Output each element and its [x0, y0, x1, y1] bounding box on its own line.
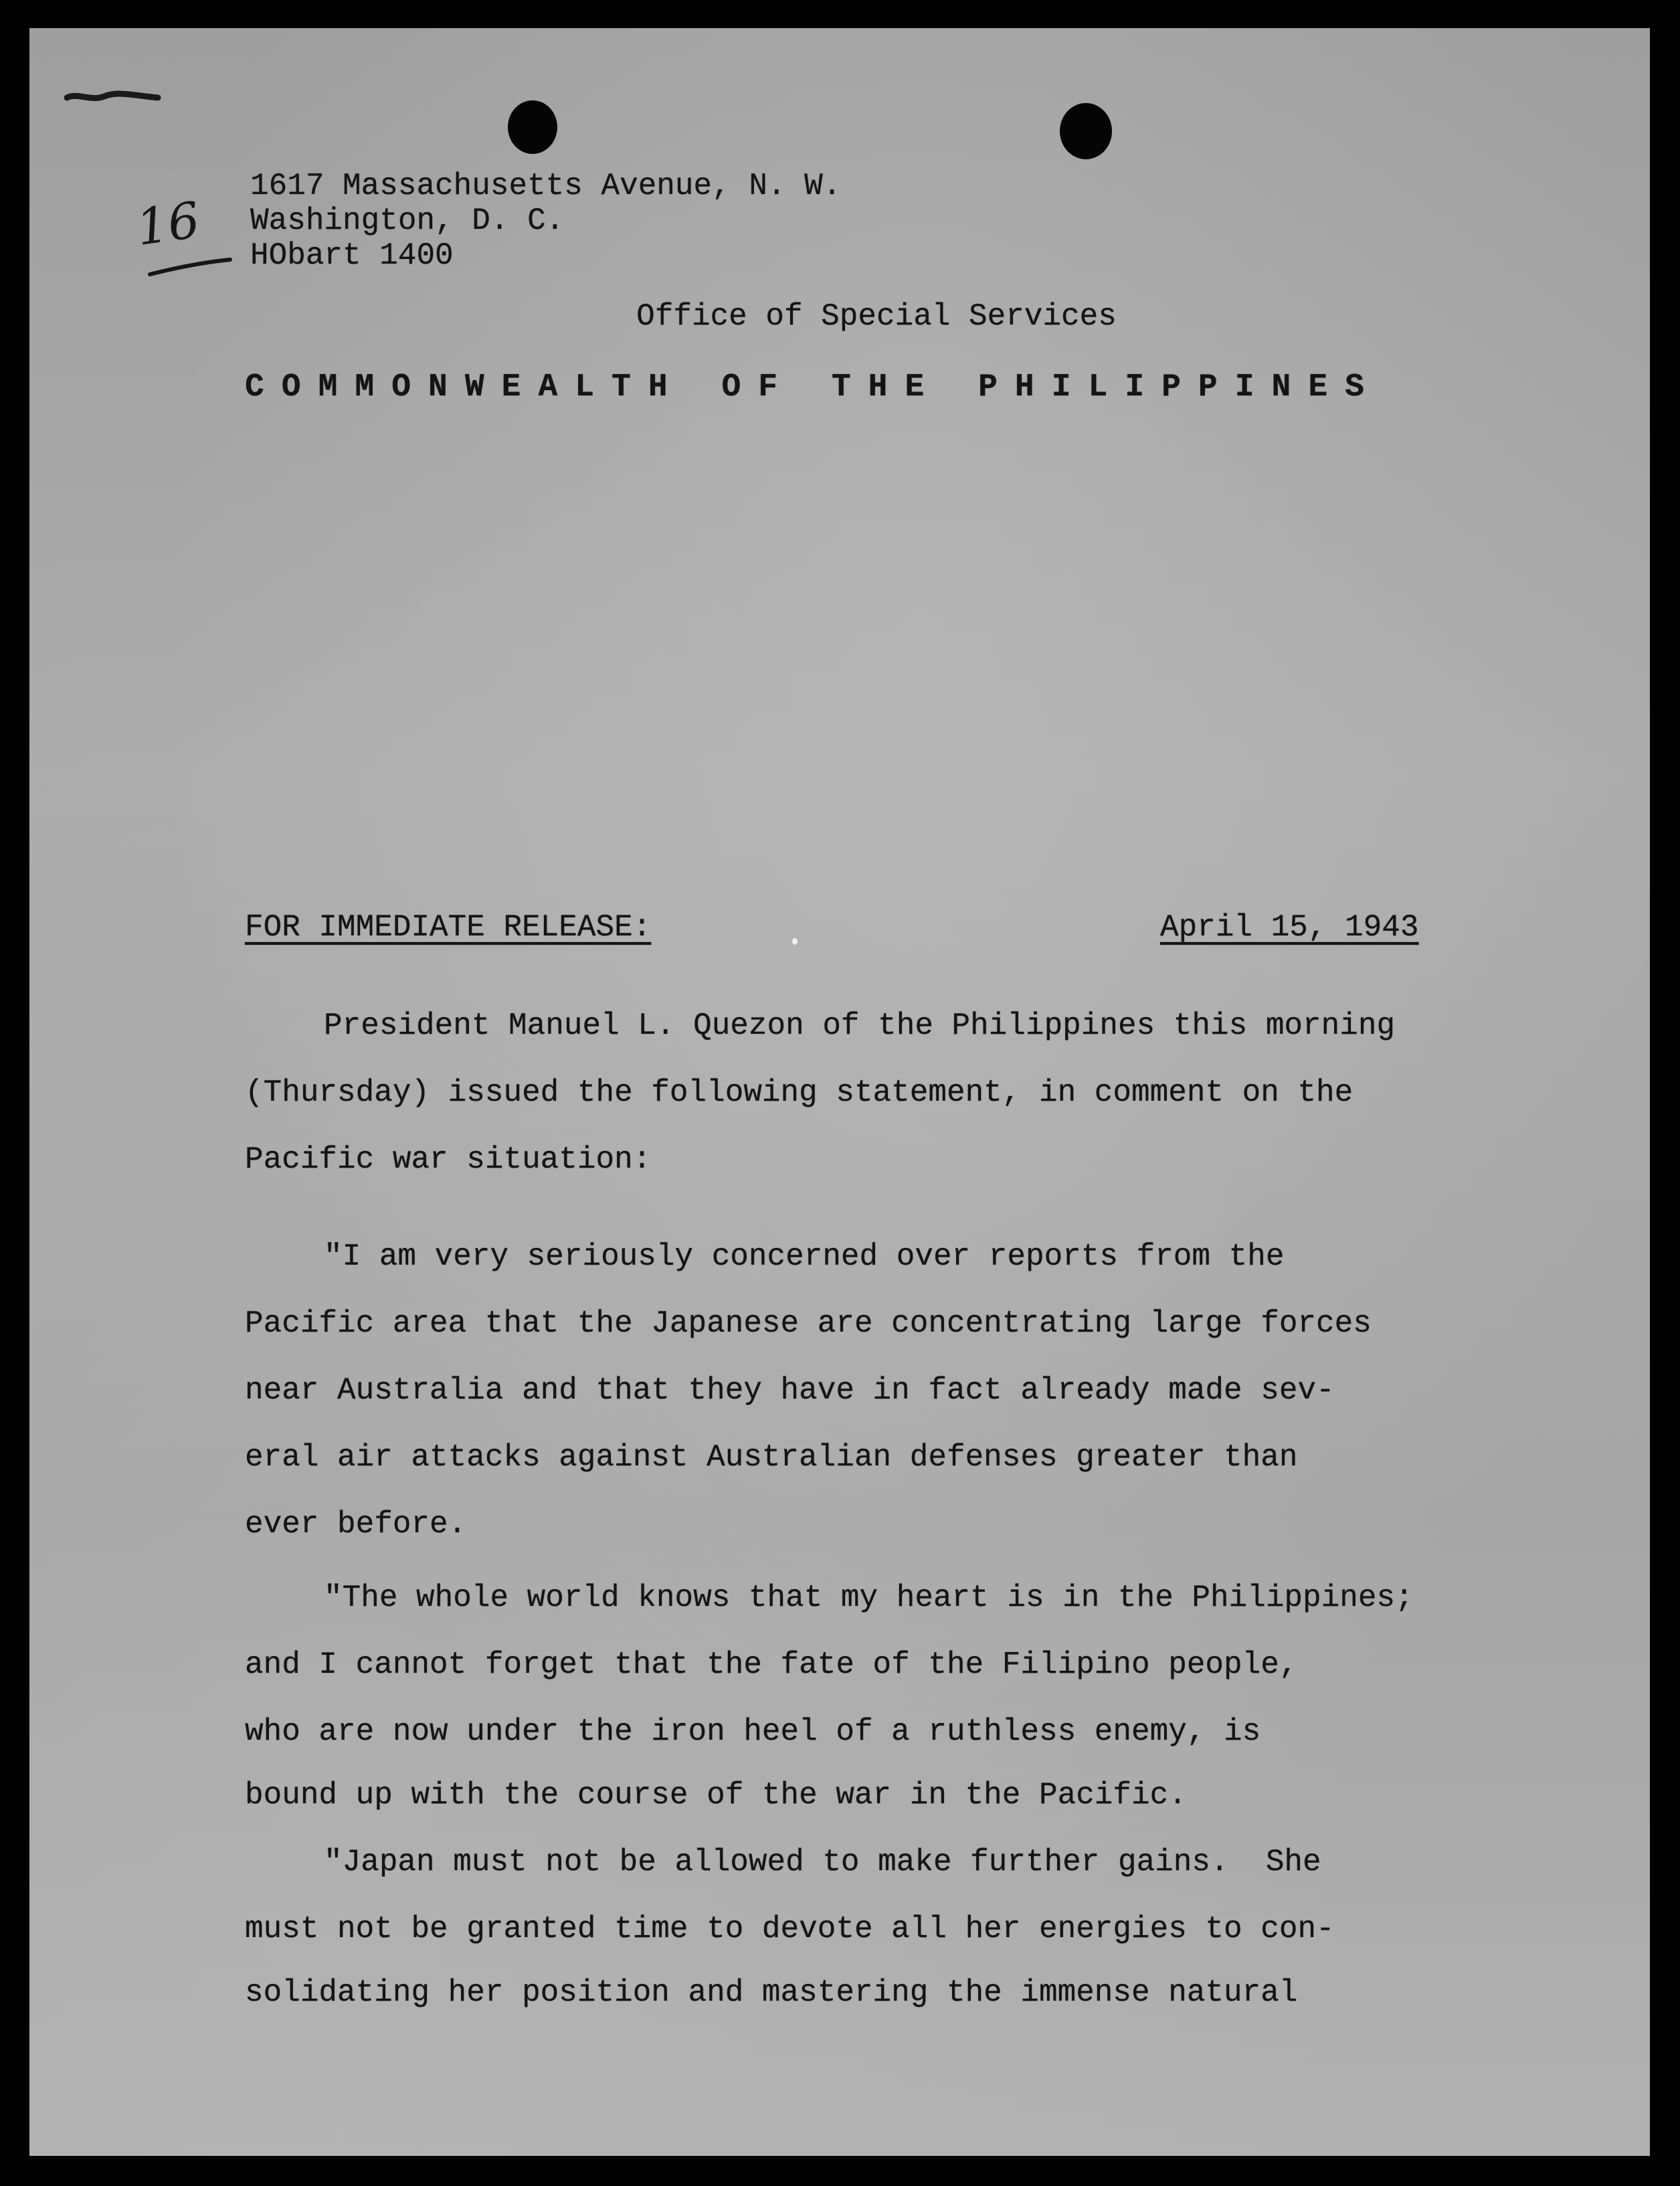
handwritten-number [132, 191, 237, 296]
punch-hole-right [1060, 103, 1112, 159]
document-page [29, 28, 1650, 2156]
address-line-2: Washington, D. C. [250, 203, 565, 238]
paragraph-3-line-4: bound up with the course of the war in the Pacific. [245, 1778, 1187, 1813]
address-line-3: HObart 1400 [250, 238, 454, 273]
paragraph-3-line-1: "The whole world knows that my heart is in the Philippines; [324, 1580, 1414, 1615]
paragraph-3-line-3: who are now under the iron heel of a ruthless enemy, is [245, 1714, 1261, 1749]
paragraph-2-line-4: eral air attacks against Australian defenses greater than [245, 1440, 1298, 1475]
paragraph-2-line-3: near Australia and that they have in fact already made sev- [245, 1373, 1335, 1408]
handwritten-underline [136, 195, 237, 296]
paragraph-3-line-2: and I cannot forget that the fate of the Filipino people, [245, 1647, 1298, 1682]
release-date: April 15, 1943 [1160, 910, 1419, 945]
address-line-1: 1617 Massachusetts Avenue, N. W. [250, 169, 842, 203]
paragraph-1-line-3: Pacific war situation: [245, 1142, 652, 1177]
margin-ink-mark [64, 88, 165, 107]
paragraph-2-line-2: Pacific area that the Japanese are concentrating large forces [245, 1306, 1372, 1341]
paragraph-2-line-5: ever before. [245, 1507, 467, 1542]
organization-heading: COMMONWEALTH OF THE PHILIPPINES [245, 369, 1382, 405]
paragraph-2-line-1: "I am very seriously concerned over reports from the [324, 1239, 1285, 1274]
paragraph-1-line-1: President Manuel L. Quezon of the Philippines this morning [324, 1008, 1396, 1043]
handwritten-number-text: 16 [132, 191, 203, 258]
paragraph-1-line-2: (Thursday) issued the following statement, in comment on the [245, 1075, 1354, 1110]
paragraph-4-line-1: "Japan must not be allowed to make further gains. She [324, 1845, 1321, 1880]
office-heading: Office of Special Services [636, 299, 1117, 334]
film-speck [792, 938, 798, 945]
release-label: FOR IMMEDIATE RELEASE: [245, 910, 652, 945]
punch-hole-left [508, 100, 557, 154]
paragraph-4-line-3: solidating her position and mastering the immense natural [245, 1975, 1298, 2010]
paragraph-4-line-2: must not be granted time to devote all her energies to con- [245, 1912, 1335, 1946]
